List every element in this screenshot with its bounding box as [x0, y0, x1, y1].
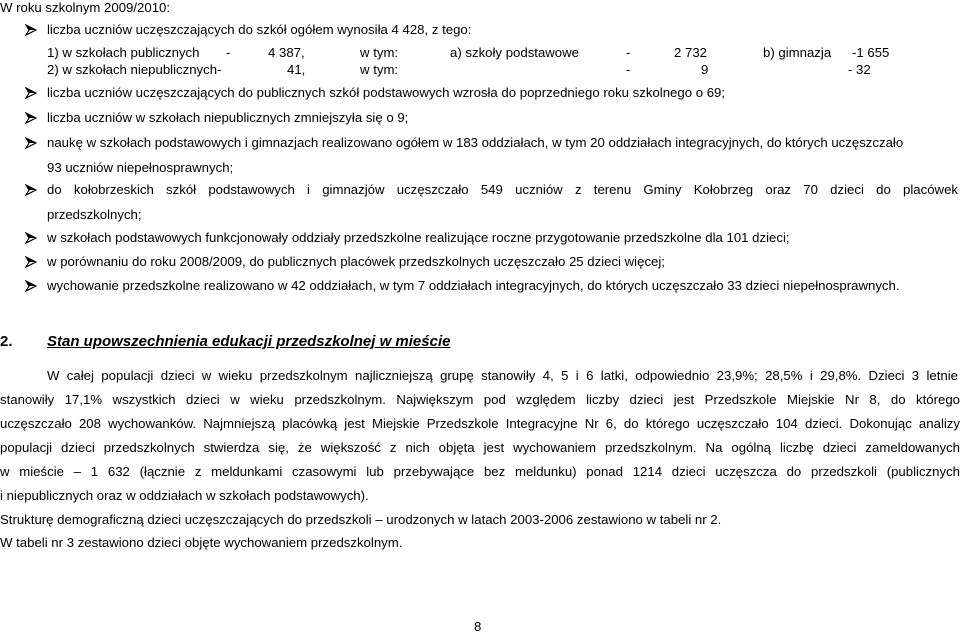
arrow-bullet-icon: [25, 112, 37, 124]
bullet-item: w szkołach podstawowych funkcjonowały oddziały przedszkolne realizujące roczne przygotowanie przedszkolne dla 101 dzieci;: [47, 230, 790, 245]
bullet-item: wychowanie przedszkolne realizowano w 42 oddziałach, w tym 7 oddziałach integracyjnych, do których uczęszczało 33 dzieci niepełnosprawnych.: [47, 278, 900, 293]
row2-a-value: 9: [701, 62, 709, 77]
paragraph-line: populacji dzieci przedszkolnych stwierdza się, że większość z nich objęta jest wychowaniem przedszkolnym. Na ogólną liczbę dzieci zameldowanych: [0, 440, 960, 455]
row1-label: 1) w szkołach publicznych: [47, 45, 200, 60]
bullet-item: liczba uczniów uczęszczających do publicznych szkół podstawowych wzrosła do poprzedniego roku szkolnego o 69;: [47, 85, 726, 100]
section-number: 2.: [0, 333, 13, 350]
row2-a-dash: -: [626, 62, 631, 77]
bullet-item: do kołobrzeskich szkół podstawowych i gimnazjów uczęszczało 549 uczniów z terenu Gminy Kołobrzeg oraz 70 dzieci do placówek: [47, 182, 958, 197]
arrow-bullet-icon: [25, 256, 37, 268]
paragraph-line: W tabeli nr 3 zestawiono dzieci objęte wychowaniem przedszkolnym.: [0, 535, 403, 550]
arrow-bullet-icon: [25, 184, 37, 196]
row1-wtym: w tym:: [360, 45, 399, 60]
row1-a-dash: -: [626, 45, 631, 60]
row2-total: 41,: [287, 62, 306, 77]
paragraph-line: i niepublicznych oraz w oddziałach w szkołach podstawowych).: [0, 488, 369, 503]
row2-wtym: w tym:: [360, 62, 399, 77]
row2-b-value: - 32: [848, 62, 871, 77]
arrow-bullet-icon: [25, 137, 37, 149]
bullet-item: w porównaniu do roku 2008/2009, do publicznych placówek przedszkolnych uczęszczało 25 dzieci więcej;: [47, 254, 665, 269]
arrow-bullet-icon: [25, 232, 37, 244]
arrow-bullet-icon: [25, 24, 37, 36]
intro-text: W roku szkolnym 2009/2010:: [0, 0, 171, 15]
bullet-item: liczba uczniów w szkołach niepublicznych zmniejszyła się o 9;: [47, 110, 409, 125]
arrow-bullet-icon: [25, 87, 37, 99]
paragraph-line: W całej populacji dzieci w wieku przedszkolnym najliczniejszą grupę stanowiły 4, 5 i 6 latki, odpowiednio 23,9%; 28,5% i 29,8%. Dzieci 3 letnie: [47, 368, 958, 383]
row2-label: 2) w szkołach niepublicznych-: [47, 62, 222, 77]
row1-b-value: -1 655: [852, 45, 890, 60]
row1-dash: -: [226, 45, 231, 60]
paragraph-line: uczęszczało 208 wychowanków. Najmniejszą placówką jest Miejskie Przedszkole Integracyjne Nr 6, do którego uczęszczało 104 dzieci. Dokonując analizy: [0, 416, 960, 431]
page-number: 8: [474, 619, 482, 634]
bullet-item-continuation: 93 uczniów niepełnosprawnych;: [47, 160, 234, 175]
bullet-main: liczba uczniów uczęszczających do szkół ogółem wynosiła 4 428, z tego:: [47, 22, 472, 37]
section-title: Stan upowszechnienia edukacji przedszkolnej w mieście: [47, 333, 451, 350]
row1-b-label: b) gimnazja: [763, 45, 832, 60]
row1-total: 4 387,: [268, 45, 305, 60]
row1-a-label: a) szkoły podstawowe: [450, 45, 580, 60]
bullet-item: naukę w szkołach podstawowych i gimnazjach realizowano ogółem w 183 oddziałach, w tym 20 oddziałach integracyjnych, do których uczęszczało: [47, 135, 904, 150]
paragraph-line: stanowiły 17,1% wszystkich dzieci w wieku przedszkolnym. Największym pod względem liczby dzieci jest Przedszkole Miejskie Nr 8, do którego: [0, 392, 960, 407]
arrow-bullet-icon: [25, 280, 37, 292]
row1-a-value: 2 732: [674, 45, 708, 60]
paragraph-line: w mieście – 1 632 (łącznie z meldunkami czasowymi lub przebywające bez meldunku) ponad 1214 dzieci uczęszcza do przedszkoli (publicznych: [0, 464, 960, 479]
paragraph-line: Strukturę demograficzną dzieci uczęszczających do przedszkoli – urodzonych w latach 2003-2006 zestawiono w tabeli nr 2.: [0, 512, 722, 527]
bullet-item-continuation: przedszkolnych;: [47, 207, 142, 222]
